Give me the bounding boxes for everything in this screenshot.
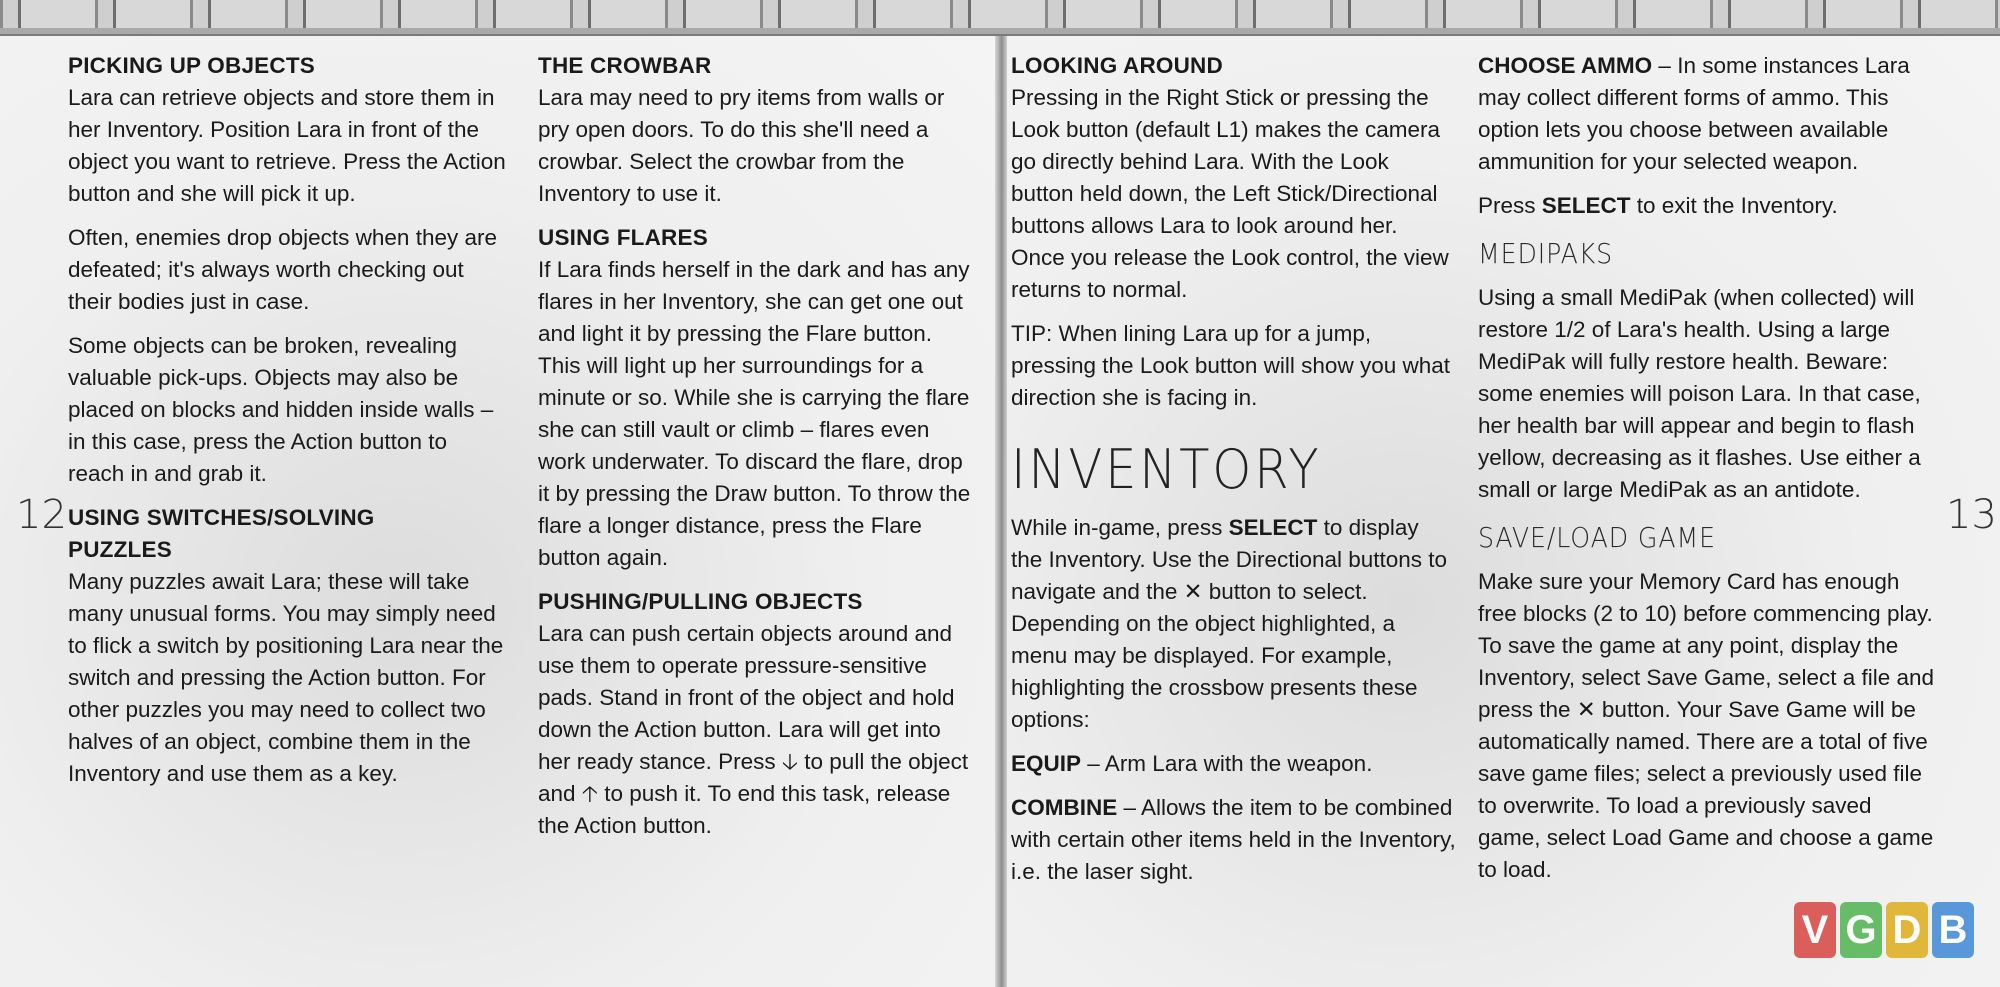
text-run: to display the Inventory. Use the Directional buttons to navigate and the [1011, 515, 1448, 604]
paragraph: Many puzzles await Lara; these will take many unusual forms. You may simply need to flick a switch by positioning Lara near the switch and pressing the Action button. For other puzzles you may need to collect two halves of an object, combine them in the Inventory and use them as a key. [68, 569, 504, 786]
paragraph [1011, 792, 1456, 888]
paragraph [1011, 512, 1456, 736]
cross-button-icon: ✕ [1183, 579, 1203, 605]
paragraph: TIP: When lining Lara up for a jump, pressing the Look button will show you what direction she is facing in. [1011, 321, 1451, 410]
section-looking-around [1011, 50, 1456, 414]
page-number-left: 12 [16, 492, 67, 538]
paragraph: Some objects can be broken, revealing valuable pick-ups. Objects may also be placed on blocks and hidden inside walls – in this case, press the Action button to reach in and grab it. [68, 333, 494, 486]
section-pushing-pulling [538, 586, 978, 842]
select-label: SELECT [1541, 193, 1631, 218]
column-1 [68, 50, 508, 802]
section-crowbar [538, 50, 978, 210]
text-run: Make sure your Memory Card has enough free blocks (2 to 10) before commencing play. To save the game at any point, display the Inventory, select Save Game, select a file and press the [1478, 569, 1935, 722]
manual-spread [0, 36, 2000, 987]
arrow-up-icon: 🡡 [581, 781, 598, 807]
section-heading: USING SWITCHES/SOLVING PUZZLES [68, 505, 375, 562]
section-heading: THE CROWBAR [538, 53, 712, 78]
text-run: button to select. Depending on the object highlighted, a menu may be displayed. For example, highlighting the crossbow presents these options: [1011, 579, 1418, 732]
page-number-right: 13 [1946, 492, 1997, 538]
text-run: – Arm Lara with the weapon. [1081, 751, 1373, 776]
watermark-letter: B [1932, 902, 1974, 958]
paragraph [1478, 566, 1938, 886]
combine-label: COMBINE [1011, 795, 1118, 820]
paragraph [538, 618, 978, 842]
column-4 [1478, 50, 1938, 898]
cross-button-icon: ✕ [1576, 697, 1596, 723]
paragraph: Lara may need to pry items from walls or pry open doors. To do this she'll need a crowbar. Select the crowbar from the Inventory to use it. [538, 85, 945, 206]
text-run: Lara can push certain objects around and use them to operate pressure-sensitive pads. Stand in front of the object and hold down the Action button. Lara will get into her ready stance. Press [538, 621, 955, 774]
column-2 [538, 50, 978, 854]
section-picking-up-objects [68, 50, 508, 490]
text-run: to exit the Inventory. [1630, 193, 1838, 218]
paragraph: If Lara finds herself in the dark and has any flares in her Inventory, she can get one out and light it by pressing the Flare button. This will light up her surroundings for a minute or so. While she is carrying the flare she can still vault or climb – flares even work underwater. To discard the flare, drop it by pressing the Draw button. To throw the flare a longer distance, press the Flare button again. [538, 257, 971, 570]
section-switches-puzzles [68, 502, 508, 790]
equip-label: EQUIP [1011, 751, 1082, 776]
text-run: – Allows the item to be combined with certain other items held in the Inventory, i.e. the laser sight. [1011, 795, 1456, 884]
text-run: to push it. To end this task, release the Action button. [538, 781, 951, 838]
vgdb-watermark [1794, 902, 1974, 958]
arrow-down-icon: 🡣 [781, 749, 799, 775]
text-run: button. Your Save Game will be automatically named. There are a total of five save game files; select a previously used file to overwrite. To load a previously saved game, select Load Game and choose a game to load. [1478, 697, 1934, 882]
page-gutter [995, 36, 1007, 987]
paragraph: Pressing in the Right Stick or pressing the Look button (default L1) makes the camera go directly behind Lara. With the Look button held down, the Left Stick/Directional buttons allows Lara to look around her. Once you release the Look control, the view returns to normal. [1011, 85, 1449, 302]
paragraph [1011, 748, 1456, 780]
section-heading: LOOKING AROUND [1011, 53, 1223, 78]
watermark-letter: G [1840, 902, 1882, 958]
section-heading: PUSHING/PULLING OBJECTS [538, 589, 863, 614]
save-load-heading: SAVE/LOAD GAME [1478, 521, 1716, 554]
choose-ammo-label: CHOOSE AMMO [1478, 53, 1653, 78]
text-run: to pull the object and [538, 749, 969, 806]
watermark-letter: D [1886, 902, 1928, 958]
section-flares [538, 222, 978, 574]
section-inventory [1011, 512, 1456, 888]
paragraph: Often, enemies drop objects when they are defeated; it's always worth checking out their bodies just in case. [68, 225, 497, 314]
section-heading: USING FLARES [538, 225, 708, 250]
watermark-letter: V [1794, 902, 1836, 958]
select-label: SELECT [1228, 515, 1318, 540]
medipaks-heading: MEDIPAKS [1478, 237, 1614, 270]
text-run: While in-game, press [1011, 515, 1229, 540]
paragraph [1478, 190, 1938, 222]
text-run: – In some instances Lara may collect different forms of ammo. This option lets you choose between available ammunition for your selected weapon. [1478, 53, 1910, 174]
paragraph: Using a small MediPak (when collected) will restore 1/2 of Lara's health. Using a large MediPak will fully restore health. Beware: some enemies will poison Lara. In that case, her health bar will appear and begin to flash yellow, decreasing as it flashes. Use either a small or large MediPak as an antidote. [1478, 285, 1921, 502]
paragraph: Lara can retrieve objects and store them in her Inventory. Position Lara in front of the object you want to retrieve. Press the Action button and she will pick it up. [68, 85, 506, 206]
column-3 [1011, 50, 1456, 900]
decorative-frieze [0, 0, 2000, 36]
text-run: Press [1478, 193, 1542, 218]
paragraph [1478, 50, 1938, 178]
inventory-heading: INVENTORY [1011, 438, 1322, 501]
section-heading: PICKING UP OBJECTS [68, 53, 315, 78]
